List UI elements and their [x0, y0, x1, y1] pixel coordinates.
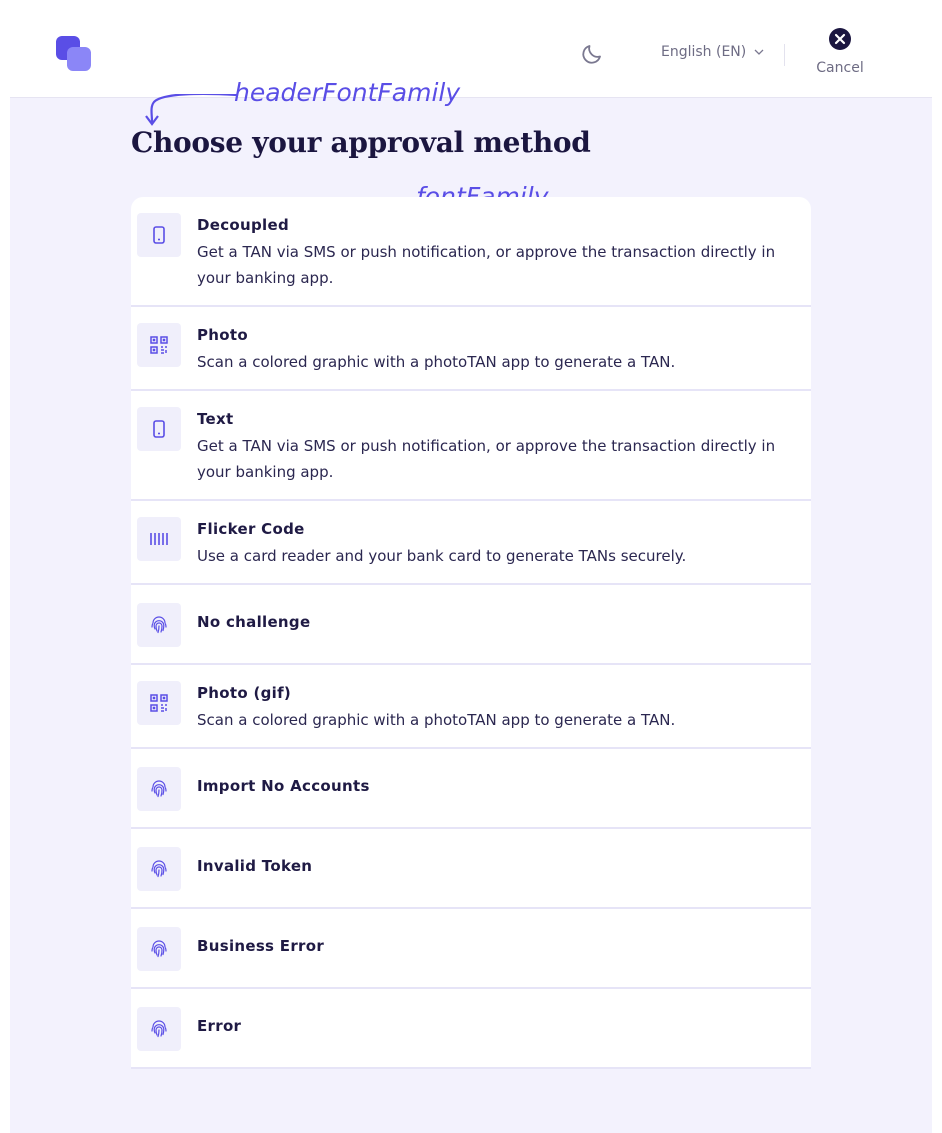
cancel-button[interactable]	[810, 28, 870, 76]
method-flicker-code[interactable]	[131, 501, 811, 585]
phone-icon	[149, 419, 169, 439]
cancel-label: Cancel	[816, 60, 864, 76]
approval-method-list	[131, 197, 811, 1069]
language-label: English (EN)	[661, 44, 747, 60]
method-import-no-accounts[interactable]	[131, 749, 811, 829]
method-business-error[interactable]	[131, 909, 811, 989]
language-selector[interactable]	[661, 44, 764, 60]
fingerprint-icon	[149, 859, 169, 879]
qr-code-icon	[149, 693, 169, 713]
main-content	[10, 78, 932, 1133]
header-divider	[784, 44, 785, 66]
page-title: Choose your approval method	[131, 126, 591, 159]
method-description: Use a card reader and your bank card to generate TANs securely.	[197, 547, 687, 565]
method-title: Error	[197, 1017, 242, 1035]
annotation-header-font: headerFontFamily	[234, 78, 461, 107]
method-title: Business Error	[197, 937, 325, 955]
fingerprint-icon	[149, 779, 169, 799]
close-icon	[829, 28, 851, 50]
method-description: Get a TAN via SMS or push notification, or approve the transaction directly in your banking app.	[197, 243, 776, 287]
method-title: Photo (gif)	[197, 684, 292, 702]
app-logo	[56, 36, 92, 72]
method-title: Text	[197, 410, 234, 428]
method-error[interactable]	[131, 989, 811, 1069]
method-description: Get a TAN via SMS or push notification, or approve the transaction directly in your banking app.	[197, 437, 776, 481]
phone-icon	[149, 225, 169, 245]
method-title: Flicker Code	[197, 520, 305, 538]
method-photo[interactable]	[131, 307, 811, 391]
method-no-challenge[interactable]	[131, 585, 811, 665]
fingerprint-icon	[149, 1019, 169, 1039]
method-title: Invalid Token	[197, 857, 313, 875]
barcode-icon	[149, 529, 169, 549]
fingerprint-icon	[149, 615, 169, 635]
method-title: Decoupled	[197, 216, 289, 234]
fingerprint-icon	[149, 939, 169, 959]
annotation-arrow-header	[142, 94, 242, 130]
method-text[interactable]	[131, 391, 811, 501]
chevron-down-icon	[754, 47, 764, 57]
method-description: Scan a colored graphic with a photoTAN app to generate a TAN.	[197, 711, 676, 729]
method-title: Import No Accounts	[197, 777, 370, 795]
method-decoupled[interactable]	[131, 197, 811, 307]
method-description: Scan a colored graphic with a photoTAN app to generate a TAN.	[197, 353, 676, 371]
method-invalid-token[interactable]	[131, 829, 811, 909]
method-title: Photo	[197, 326, 248, 344]
moon-icon[interactable]	[580, 42, 604, 66]
method-photo-gif[interactable]	[131, 665, 811, 749]
method-title: No challenge	[197, 613, 311, 631]
top-header	[10, 0, 932, 98]
qr-code-icon	[149, 335, 169, 355]
